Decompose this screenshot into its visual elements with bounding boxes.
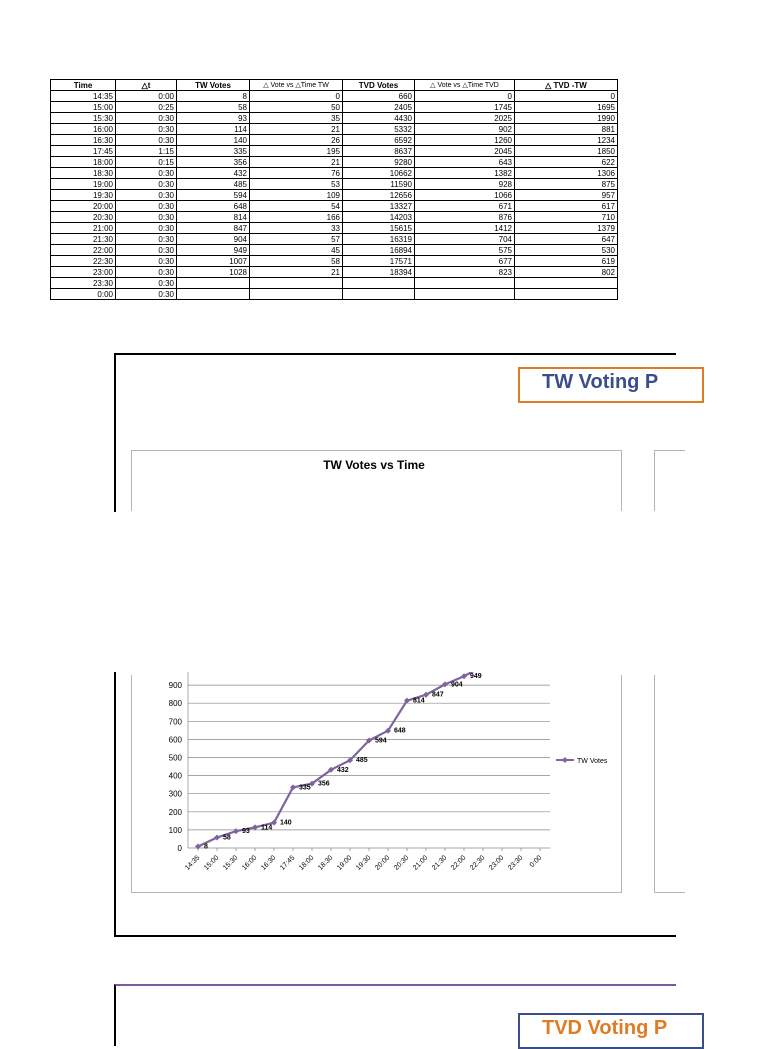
y-tick-label: 500: [168, 753, 182, 763]
table-cell: 57: [250, 234, 343, 245]
data-label: 485: [356, 757, 368, 765]
table-cell: 20:00: [51, 201, 116, 212]
table-cell: 1306: [515, 168, 618, 179]
data-label: 114: [261, 824, 273, 832]
table-cell: 15:30: [51, 113, 116, 124]
table-cell: 8637: [343, 146, 415, 157]
table-cell: 0:30: [116, 168, 177, 179]
table-cell: 485: [177, 179, 250, 190]
panel-title: TVD Voting P: [518, 1013, 704, 1049]
data-point: [233, 828, 239, 834]
table-cell: 5332: [343, 124, 415, 135]
table-cell: 575: [415, 245, 515, 256]
table-cell: 45: [250, 245, 343, 256]
table-cell: 677: [415, 256, 515, 267]
table-cell: 76: [250, 168, 343, 179]
data-label: 594: [375, 737, 387, 745]
table-cell: 22:30: [51, 256, 116, 267]
table-cell: 1:15: [116, 146, 177, 157]
table-cell: 9280: [343, 157, 415, 168]
table-cell: 16:00: [51, 124, 116, 135]
table-cell: 949: [177, 245, 250, 256]
table-cell: 0:25: [116, 102, 177, 113]
table-cell: 58: [250, 256, 343, 267]
tvd-voting-panel: [114, 984, 676, 1046]
data-label: 8: [204, 843, 208, 851]
y-tick-label: 200: [168, 807, 182, 817]
x-tick-label: 16:00: [241, 854, 259, 872]
y-tick-label: 600: [168, 735, 182, 745]
table-cell: 704: [415, 234, 515, 245]
table-cell: 619: [515, 256, 618, 267]
table-cell: 0:30: [116, 278, 177, 289]
table-cell: 18:00: [51, 157, 116, 168]
x-tick-label: 18:00: [298, 854, 316, 872]
table-cell: 356: [177, 157, 250, 168]
table-cell: 1379: [515, 223, 618, 234]
data-point: [252, 824, 258, 830]
table-cell: 0:30: [116, 223, 177, 234]
data-label: 904: [451, 681, 463, 689]
col-header: TW Votes: [177, 80, 250, 91]
table-cell: 16894: [343, 245, 415, 256]
data-label: 814: [413, 697, 425, 705]
table-cell: 1260: [415, 135, 515, 146]
table-cell: 1695: [515, 102, 618, 113]
table-cell: 20:30: [51, 212, 116, 223]
table-cell: 26: [250, 135, 343, 146]
table-cell: 21: [250, 157, 343, 168]
table-cell: 21:30: [51, 234, 116, 245]
table-cell: 0:30: [116, 135, 177, 146]
table-cell: 21: [250, 267, 343, 278]
table-cell: 33: [250, 223, 343, 234]
table-cell: 19:30: [51, 190, 116, 201]
table-cell: 50: [250, 102, 343, 113]
x-tick-label: 23:00: [488, 854, 506, 872]
table-cell: 18:30: [51, 168, 116, 179]
table-cell: 166: [250, 212, 343, 223]
legend-marker: [562, 757, 568, 763]
x-tick-label: 21:30: [431, 854, 449, 872]
x-tick-label: 15:30: [222, 854, 240, 872]
table-cell: 15:00: [51, 102, 116, 113]
table-cell: 902: [415, 124, 515, 135]
table-cell: 876: [415, 212, 515, 223]
table-cell: 0:30: [116, 256, 177, 267]
table-cell: 928: [415, 179, 515, 190]
x-tick-label: 0:00: [528, 854, 544, 870]
table-cell: 16:30: [51, 135, 116, 146]
x-tick-label: 15:00: [203, 854, 221, 872]
table-cell: 23:30: [51, 278, 116, 289]
col-header: Time: [51, 80, 116, 91]
table-cell: 1990: [515, 113, 618, 124]
table-cell: 335: [177, 146, 250, 157]
table-cell: 140: [177, 135, 250, 146]
table-cell: 0:30: [116, 234, 177, 245]
table-cell: 881: [515, 124, 618, 135]
data-label: 335: [299, 784, 311, 792]
data-label: 949: [470, 673, 482, 681]
table-cell: 0: [515, 91, 618, 102]
table-cell: 0:30: [116, 179, 177, 190]
table-cell: 53: [250, 179, 343, 190]
y-tick-label: 700: [168, 717, 182, 727]
table-cell: 11590: [343, 179, 415, 190]
x-tick-label: 14:35: [184, 854, 202, 872]
table-cell: 35: [250, 113, 343, 124]
table-cell: 6592: [343, 135, 415, 146]
table-cell: 875: [515, 179, 618, 190]
table-cell: 847: [177, 223, 250, 234]
x-tick-label: 16:30: [260, 854, 278, 872]
panel-title: TW Voting P: [518, 367, 704, 403]
table-cell: 530: [515, 245, 618, 256]
table-cell: 0:30: [116, 201, 177, 212]
y-tick-label: 100: [168, 825, 182, 835]
col-header: △t: [116, 80, 177, 91]
table-cell: 1412: [415, 223, 515, 234]
table-cell: 643: [415, 157, 515, 168]
table-cell: 802: [515, 267, 618, 278]
table-cell: 16319: [343, 234, 415, 245]
table-cell: 1382: [415, 168, 515, 179]
table-cell: 17571: [343, 256, 415, 267]
data-label: 58: [223, 834, 231, 842]
table-cell: 12656: [343, 190, 415, 201]
table-cell: 54: [250, 201, 343, 212]
table-cell: 0:30: [116, 267, 177, 278]
table-cell: 14:35: [51, 91, 116, 102]
table-cell: 617: [515, 201, 618, 212]
x-tick-label: 20:30: [393, 854, 411, 872]
x-tick-label: 17:45: [279, 854, 297, 872]
table-cell: 109: [250, 190, 343, 201]
table-cell: 0:30: [116, 190, 177, 201]
table-cell: 0:30: [116, 289, 177, 300]
table-cell: 957: [515, 190, 618, 201]
y-tick-label: 0: [177, 844, 182, 853]
x-tick-label: 19:30: [355, 854, 373, 872]
data-label: 140: [280, 819, 292, 827]
table-cell: 0:00: [51, 289, 116, 300]
chart-title: TW Votes vs Time: [323, 458, 425, 472]
table-cell: 594: [177, 190, 250, 201]
y-tick-label: 800: [168, 699, 182, 709]
table-cell: 0: [250, 91, 343, 102]
x-tick-label: 18:30: [317, 854, 335, 872]
table-cell: 1007: [177, 256, 250, 267]
table-cell: 2025: [415, 113, 515, 124]
y-tick-label: 400: [168, 771, 182, 781]
y-tick-label: 300: [168, 789, 182, 799]
table-cell: 432: [177, 168, 250, 179]
table-cell: 0:00: [116, 91, 177, 102]
table-cell: 23:00: [51, 267, 116, 278]
table-cell: 114: [177, 124, 250, 135]
table-cell: 10662: [343, 168, 415, 179]
data-label: 432: [337, 766, 349, 774]
col-header: △ Vote vs △Time TVD: [415, 80, 515, 91]
y-tick-label: 900: [168, 681, 182, 691]
table-cell: 622: [515, 157, 618, 168]
x-tick-label: 22:00: [450, 854, 468, 872]
table-cell: 0: [415, 91, 515, 102]
table-cell: 2405: [343, 102, 415, 113]
table-cell: 8: [177, 91, 250, 102]
table-cell: 647: [515, 234, 618, 245]
col-header: TVD Votes: [343, 80, 415, 91]
table-cell: 1745: [415, 102, 515, 113]
data-label: 356: [318, 780, 330, 788]
x-tick-label: 20:00: [374, 854, 392, 872]
table-cell: 17:45: [51, 146, 116, 157]
table-cell: 0:30: [116, 113, 177, 124]
x-tick-label: 19:00: [336, 854, 354, 872]
table-cell: 21:00: [51, 223, 116, 234]
table-cell: 1028: [177, 267, 250, 278]
series-line: [198, 662, 502, 847]
table-cell: 823: [415, 267, 515, 278]
table-cell: 58: [177, 102, 250, 113]
table-cell: 2045: [415, 146, 515, 157]
table-cell: 93: [177, 113, 250, 124]
table-cell: 15615: [343, 223, 415, 234]
x-tick-label: 21:00: [412, 854, 430, 872]
table-cell: 18394: [343, 267, 415, 278]
table-cell: 195: [250, 146, 343, 157]
table-cell: 660: [343, 91, 415, 102]
table-cell: 0:30: [116, 245, 177, 256]
table-cell: 22:00: [51, 245, 116, 256]
legend-label: TW Votes: [577, 758, 608, 765]
page-gap: [0, 512, 768, 672]
table-cell: 814: [177, 212, 250, 223]
table-cell: 21: [250, 124, 343, 135]
table-cell: 0:15: [116, 157, 177, 168]
data-label: 847: [432, 691, 444, 699]
table-cell: 4430: [343, 113, 415, 124]
table-cell: 13327: [343, 201, 415, 212]
table-cell: 14203: [343, 212, 415, 223]
table-cell: 648: [177, 201, 250, 212]
table-cell: 0:30: [116, 124, 177, 135]
data-label: 648: [394, 727, 406, 735]
x-tick-label: 22:30: [469, 854, 487, 872]
table-cell: 1850: [515, 146, 618, 157]
table-cell: 671: [415, 201, 515, 212]
table-cell: 19:00: [51, 179, 116, 190]
table-cell: 1066: [415, 190, 515, 201]
col-header: △ Vote vs △Time TW: [250, 80, 343, 91]
table-cell: 1234: [515, 135, 618, 146]
col-header: △ TVD -TW: [515, 80, 618, 91]
table-cell: 904: [177, 234, 250, 245]
table-cell: 0:30: [116, 212, 177, 223]
table-cell: 710: [515, 212, 618, 223]
x-tick-label: 23:30: [507, 854, 525, 872]
data-label: 93: [242, 828, 250, 836]
